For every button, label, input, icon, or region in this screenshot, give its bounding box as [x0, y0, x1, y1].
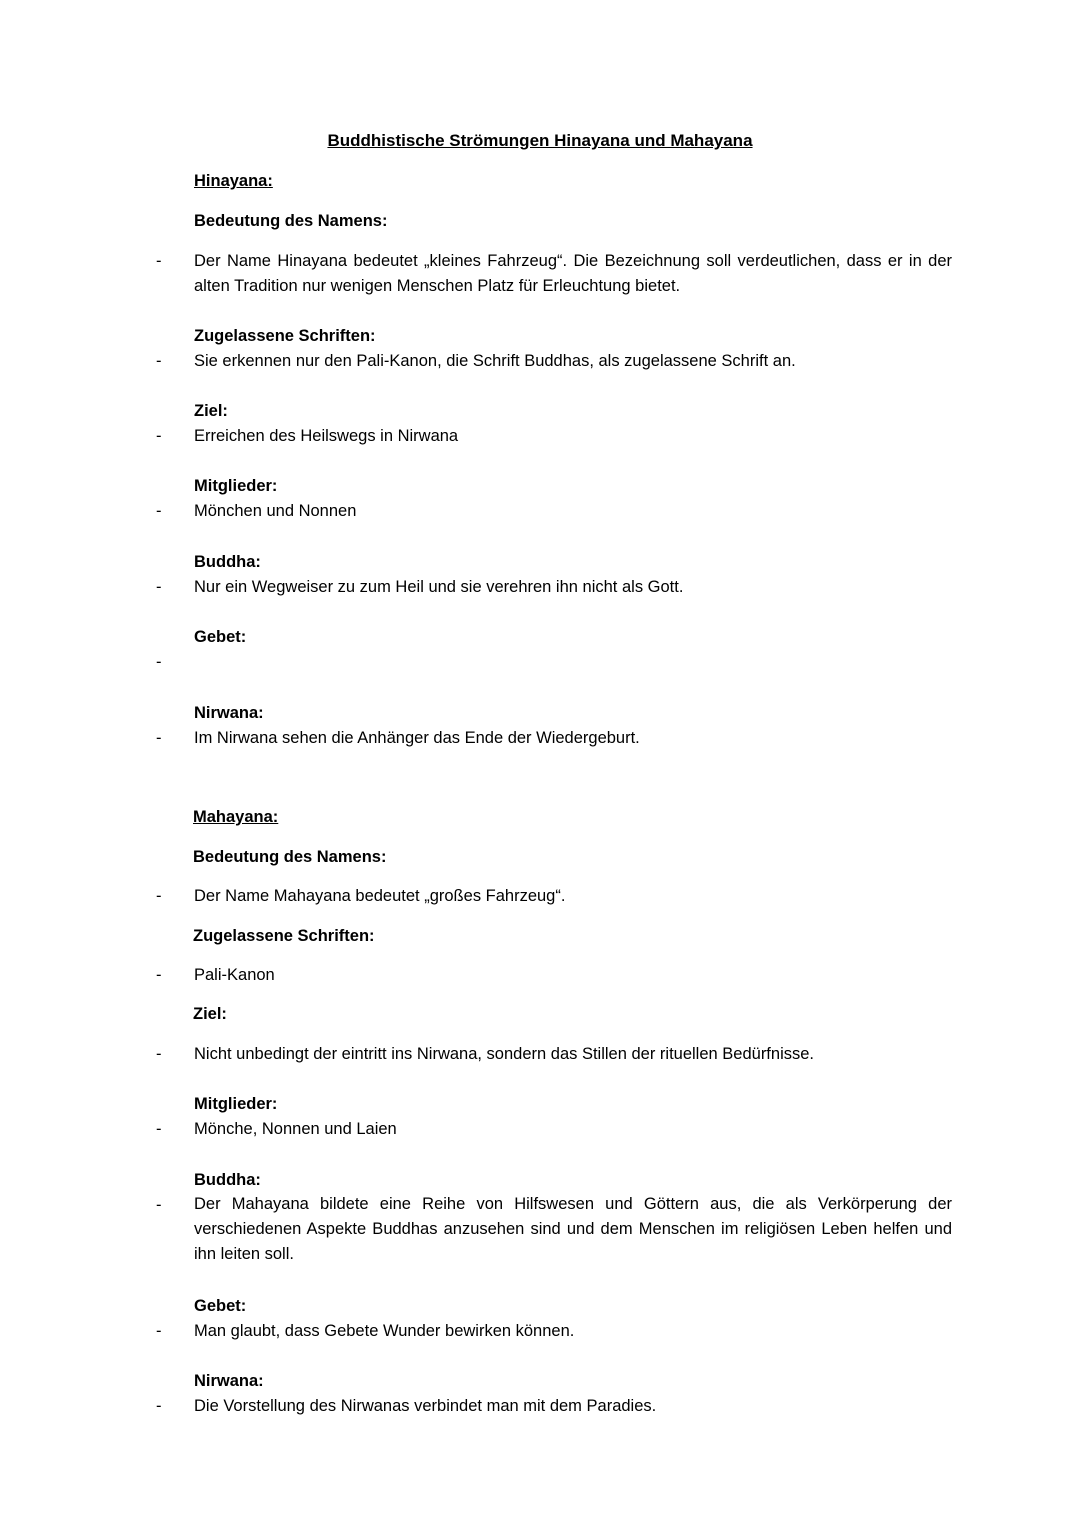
bullet-dash: -	[156, 653, 162, 671]
bullet-dash: -	[156, 1397, 162, 1415]
bullet-dash: -	[156, 1045, 162, 1063]
bullet-dash: -	[156, 1196, 162, 1214]
hinayana-scriptures-text: Sie erkennen nur den Pali-Kanon, die Schrift Buddhas, als zugelassene Schrift an.	[194, 352, 796, 370]
bullet-dash: -	[156, 966, 162, 984]
bullet-dash: -	[156, 1322, 162, 1340]
bullet-dash: -	[156, 502, 162, 520]
bullet-dash: -	[156, 578, 162, 596]
hinayana-buddha-label: Buddha:	[194, 553, 261, 571]
mahayana-name-text: Der Name Mahayana bedeutet „großes Fahrzeug“.	[194, 887, 566, 905]
mahayana-scriptures-text: Pali-Kanon	[194, 966, 275, 984]
mahayana-prayer-label: Gebet:	[194, 1297, 247, 1315]
mahayana-buddha-label: Buddha:	[194, 1171, 261, 1189]
hinayana-name-label: Bedeutung des Namens:	[194, 212, 388, 230]
mahayana-prayer-text: Man glaubt, dass Gebete Wunder bewirken können.	[194, 1322, 575, 1340]
hinayana-nirvana-label: Nirwana:	[194, 704, 264, 722]
hinayana-prayer-label: Gebet:	[194, 628, 247, 646]
mahayana-nirvana-label: Nirwana:	[194, 1372, 264, 1390]
page-title: Buddhistische Strömungen Hinayana und Mahayana	[327, 131, 753, 150]
hinayana-goal-text: Erreichen des Heilswegs in Nirwana	[194, 427, 459, 445]
section-heading-hinayana: Hinayana:	[194, 172, 273, 190]
mahayana-goal-text: Nicht unbedingt der eintritt ins Nirwana, sondern das Stillen der rituellen Bedürfnisse.	[194, 1045, 814, 1063]
mahayana-buddha-text: Der Mahayana bildete eine Reihe von Hilfswesen und Göttern aus, die als Verkörperung der verschiedenen Aspekte Buddhas anzusehen sind und dem Menschen im religiösen Leben helfen und ihn leiten soll.	[194, 1195, 952, 1263]
section-heading-mahayana: Mahayana:	[193, 808, 279, 826]
mahayana-goal-label: Ziel:	[193, 1005, 227, 1023]
hinayana-members-text: Mönchen und Nonnen	[194, 502, 357, 520]
mahayana-nirvana-text: Die Vorstellung des Nirwanas verbindet man mit dem Paradies.	[194, 1397, 657, 1415]
bullet-dash: -	[156, 427, 162, 445]
mahayana-members-text: Mönche, Nonnen und Laien	[194, 1120, 397, 1138]
bullet-dash: -	[156, 252, 162, 270]
hinayana-buddha-text: Nur ein Wegweiser zu zum Heil und sie verehren ihn nicht als Gott.	[194, 578, 684, 596]
bullet-dash: -	[156, 1120, 162, 1138]
hinayana-scriptures-label: Zugelassene Schriften:	[194, 327, 376, 345]
hinayana-name-text: Der Name Hinayana bedeutet „kleines Fahrzeug“. Die Bezeichnung soll verdeutlichen, dass er in der alten Tradition nur wenigen Menschen Platz für Erleuchtung bietet.	[194, 252, 952, 295]
hinayana-members-label: Mitglieder:	[194, 477, 278, 495]
bullet-dash: -	[156, 729, 162, 747]
mahayana-members-label: Mitglieder:	[194, 1095, 278, 1113]
bullet-dash: -	[156, 352, 162, 370]
bullet-dash: -	[156, 887, 162, 905]
hinayana-nirvana-text: Im Nirwana sehen die Anhänger das Ende der Wiedergeburt.	[194, 729, 640, 747]
mahayana-name-label: Bedeutung des Namens:	[193, 848, 387, 866]
mahayana-scriptures-label: Zugelassene Schriften:	[193, 927, 375, 945]
hinayana-goal-label: Ziel:	[194, 402, 228, 420]
